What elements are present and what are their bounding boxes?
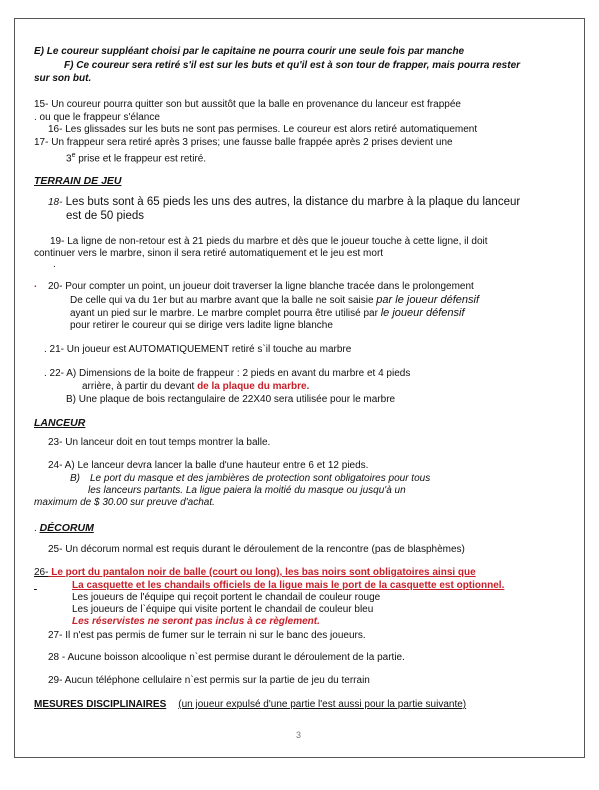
rule-f-line1: F) Ce coureur sera retiré s'il est sur les buts et qu'il est à son tour de frapper, mais pourra rester: [64, 60, 521, 71]
page-number: 3: [296, 730, 302, 740]
rule-23: 23- Un lanceur doit en tout temps montrer la balle.: [48, 437, 271, 448]
rule-20-marker: .: [34, 279, 37, 290]
rule-16: 16- Les glissades sur les buts ne sont pas permises. Le coureur est alors retiré automatiquement: [48, 124, 478, 135]
rule-20-line1: 20- Pour compter un point, un joueur doit traverser la ligne blanche tracée dans le prolongement: [48, 281, 474, 292]
rule-18-line2: est de 50 pieds: [66, 210, 145, 222]
rule-24-line1: 24- A) Le lanceur devra lancer la balle d'une hauteur entre 6 et 12 pieds.: [48, 460, 369, 471]
rule-17-line1: 17- Un frappeur sera retiré après 3 prises; une fausse balle frappée après 2 prises devient une: [34, 137, 453, 148]
rule-24-b-line1: B) Le port du masque et des jambières de protection sont obligatoires pour tous: [70, 473, 431, 484]
rule-18-line1: 18- Les buts sont à 65 pieds les uns des autres, la distance du marbre à la plaque du lanceur: [48, 196, 521, 208]
rule-26-line4: Les joueurs de l`équipe qui visite portent le chandail de couleur bleu: [72, 604, 374, 615]
rule-17-line2: 3e prise et le frappeur est retiré.: [66, 152, 207, 165]
rule-22-line3: B) Une plaque de bois rectangulaire de 22X40 sera utilisée pour le marbre: [66, 394, 396, 405]
rule-15-line1: 15- Un coureur pourra quitter son but aussitôt que la balle en provenance du lanceur est frappée: [34, 99, 461, 110]
rule-28: 28 - Aucune boisson alcoolique n`est permise durant le déroulement de la partie.: [48, 652, 405, 663]
rule-20-line3: ayant un pied sur le marbre. Le marbre complet pourra être utilisé par le joueur défensif: [70, 307, 465, 319]
section-mesures: MESURES DISCIPLINAIRES (un joueur expulsé d'une partie l'est aussi pour la partie suivante): [34, 699, 467, 710]
rule-25: 25- Un décorum normal est requis durant le déroulement de la rencontre (pas de blasphèmes): [48, 544, 465, 555]
rule-27: 27- Il n'est pas permis de fumer sur le terrain ni sur le banc des joueurs.: [48, 630, 366, 641]
rule-19-line1: 19- La ligne de non-retour est à 21 pieds du marbre et dès que le joueur touche à cette ligne, il doit: [50, 236, 488, 247]
rule-26-line1: 26- Le port du pantalon noir de balle (court ou long), les bas noirs sont obligatoires ainsi que: [34, 567, 476, 578]
rule-24-b-line2: les lanceurs partants. La ligue paiera la moitié du masque ou jusqu'à un: [88, 485, 406, 496]
section-decorum-heading: . DÉCORUM: [34, 522, 94, 534]
rule-19-line2: continuer vers le marbre, sinon il sera retiré automatiquement et le jeu est mort: [34, 248, 384, 259]
rule-20-line4: pour retirer le coureur qui se dirige vers ladite ligne blanche: [70, 320, 333, 331]
rule-19-dot: .: [53, 259, 56, 270]
rule-f-line2: sur son but.: [34, 73, 92, 84]
rule-22-line2: arrière, à partir du devant de la plaque du marbre.: [82, 381, 310, 392]
rule-29: 29- Aucun téléphone cellulaire n`est permis sur la partie de jeu du terrain: [48, 675, 370, 686]
rule-e: E) Le coureur suppléant choisi par le capitaine ne pourra courir une seule fois par manche: [34, 46, 465, 57]
section-lanceur-heading: LANCEUR: [34, 417, 86, 429]
rule-15-line2: . ou que le frappeur s'élance: [34, 112, 160, 123]
rule-20-line2: De celle qui va du 1er but au marbre avant que la balle ne soit saisie par le joueur défensif: [70, 294, 480, 306]
rule-26-line3: Les joueurs de l'équipe qui reçoit portent le chandail de couleur rouge: [72, 592, 381, 603]
rule-26-line5: Les réservistes ne seront pas inclus à ce règlement.: [72, 616, 320, 627]
rule-21: . 21- Un joueur est AUTOMATIQUEMENT retiré s`il touche au marbre: [44, 344, 352, 355]
rule-22-line1: . 22- A) Dimensions de la boite de frappeur : 2 pieds en avant du marbre et 4 pieds: [44, 368, 411, 379]
rule-24-b-line3: maximum de $ 30.00 sur preuve d'achat.: [34, 497, 215, 508]
rule-26-line2: La casquette et les chandails officiels de la ligue mais le port de la casquette est optionnel.: [72, 580, 505, 591]
section-terrain-heading: TERRAIN DE JEU: [34, 175, 122, 187]
